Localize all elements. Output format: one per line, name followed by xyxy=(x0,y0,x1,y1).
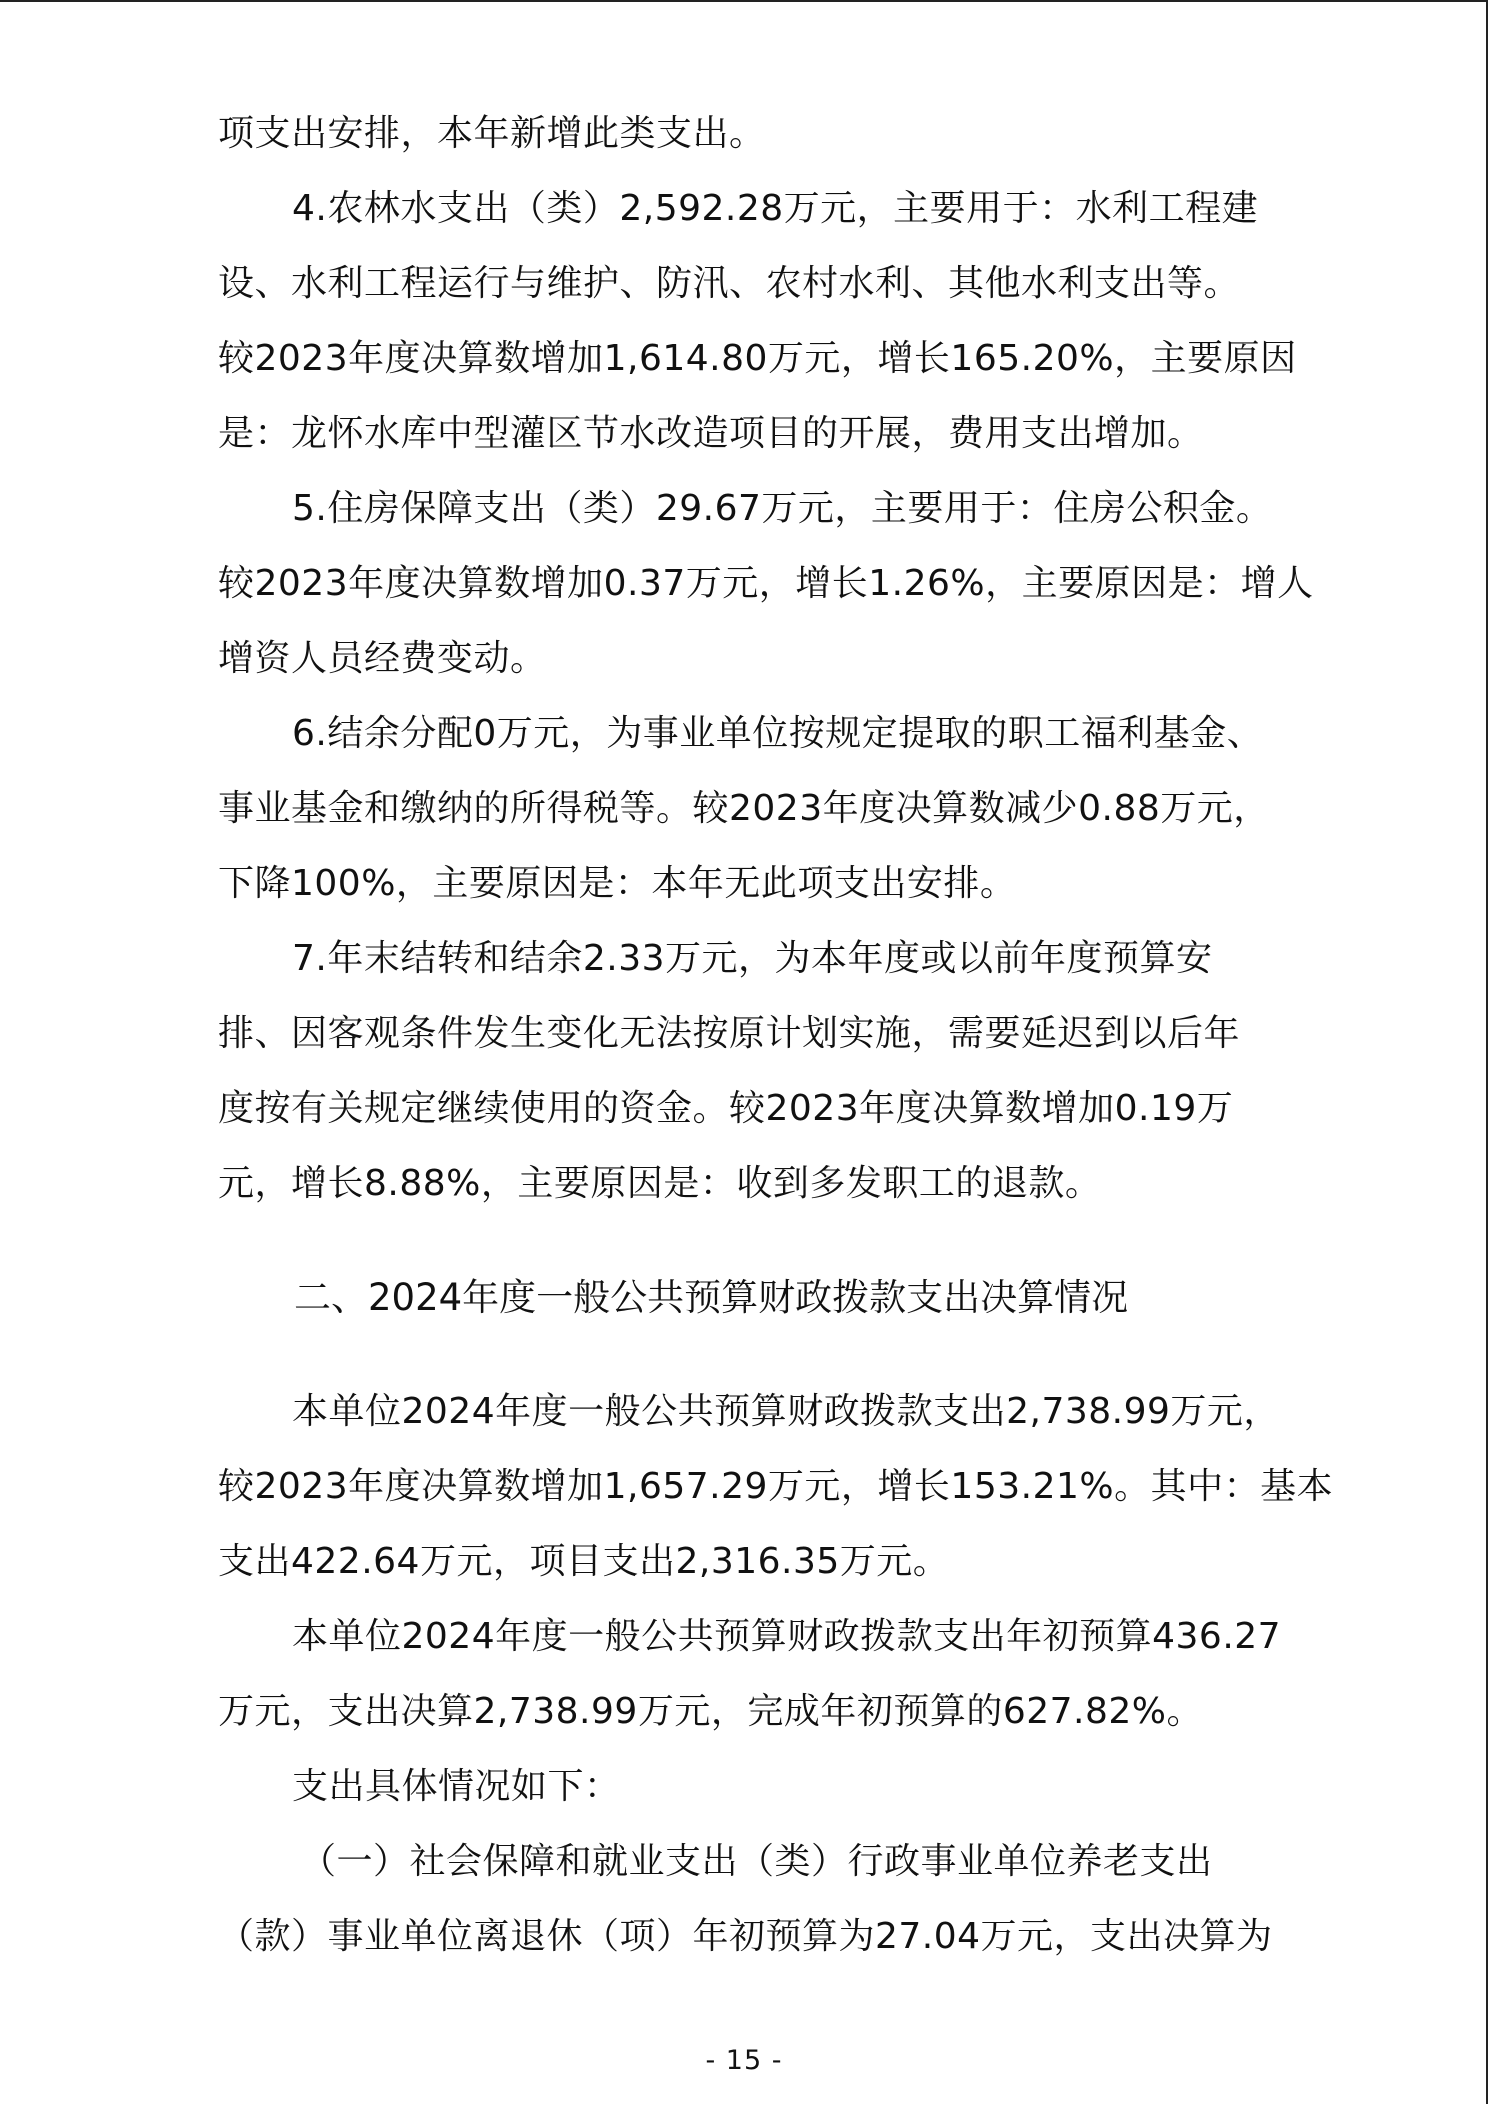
document-body xyxy=(218,96,1334,1974)
body-line: 较2023年度决算数增加0.37万元，增长1.26%，主要原因是：增人 xyxy=(218,563,1314,604)
body-line: 事业基金和缴纳的所得税等。较2023年度决算数减少0.88万元， xyxy=(218,788,1270,829)
body-line: 排、因客观条件发生变化无法按原计划实施，需要延迟到以后年 xyxy=(218,1013,1241,1054)
page-number: - 15 - xyxy=(705,2045,783,2076)
body-line: （一）社会保障和就业支出（类）行政事业单位养老支出 xyxy=(300,1841,1213,1882)
body-line: 7.年末结转和结余2.33万元，为本年度或以前年度预算安 xyxy=(292,938,1213,979)
body-line: 设、水利工程运行与维护、防汛、农村水利、其他水利支出等。 xyxy=(218,263,1241,304)
body-line: （款）事业单位离退休（项）年初预算为27.04万元，支出决算为 xyxy=(218,1916,1273,1957)
body-line: 下降100%，主要原因是：本年无此项支出安排。 xyxy=(218,863,1017,904)
body-line: 4.农林水支出（类）2,592.28万元，主要用于：水利工程建 xyxy=(292,188,1259,229)
body-line: 本单位2024年度一般公共预算财政拨款支出年初预算436.27 xyxy=(292,1616,1282,1657)
body-line: 5.住房保障支出（类）29.67万元，主要用于：住房公积金。 xyxy=(292,488,1273,529)
body-line: 增资人员经费变动。 xyxy=(218,638,547,679)
body-line: 项支出安排，本年新增此类支出。 xyxy=(218,113,766,154)
body-line: 支出具体情况如下： xyxy=(292,1766,621,1807)
body-line: 是：龙怀水库中型灌区节水改造项目的开展，费用支出增加。 xyxy=(218,413,1204,454)
body-line: 支出422.64万元，项目支出2,316.35万元。 xyxy=(218,1541,950,1582)
body-line: 本单位2024年度一般公共预算财政拨款支出2,738.99万元， xyxy=(292,1391,1280,1432)
body-line: 较2023年度决算数增加1,657.29万元，增长153.21%。其中：基本 xyxy=(218,1466,1334,1507)
body-line: 元，增长8.88%，主要原因是：收到多发职工的退款。 xyxy=(218,1163,1102,1204)
body-line: 较2023年度决算数增加1,614.80万元，增长165.20%，主要原因 xyxy=(218,338,1297,379)
body-line: 度按有关规定继续使用的资金。较2023年度决算数增加0.19万 xyxy=(218,1088,1234,1129)
section-heading: 二、2024年度一般公共预算财政拨款支出决算情况 xyxy=(294,1276,1129,1319)
body-line: 万元，支出决算2,738.99万元，完成年初预算的627.82%。 xyxy=(218,1691,1203,1732)
body-line: 6.结余分配0万元，为事业单位按规定提取的职工福利基金、 xyxy=(292,713,1264,754)
page-border-top xyxy=(0,0,1488,2)
